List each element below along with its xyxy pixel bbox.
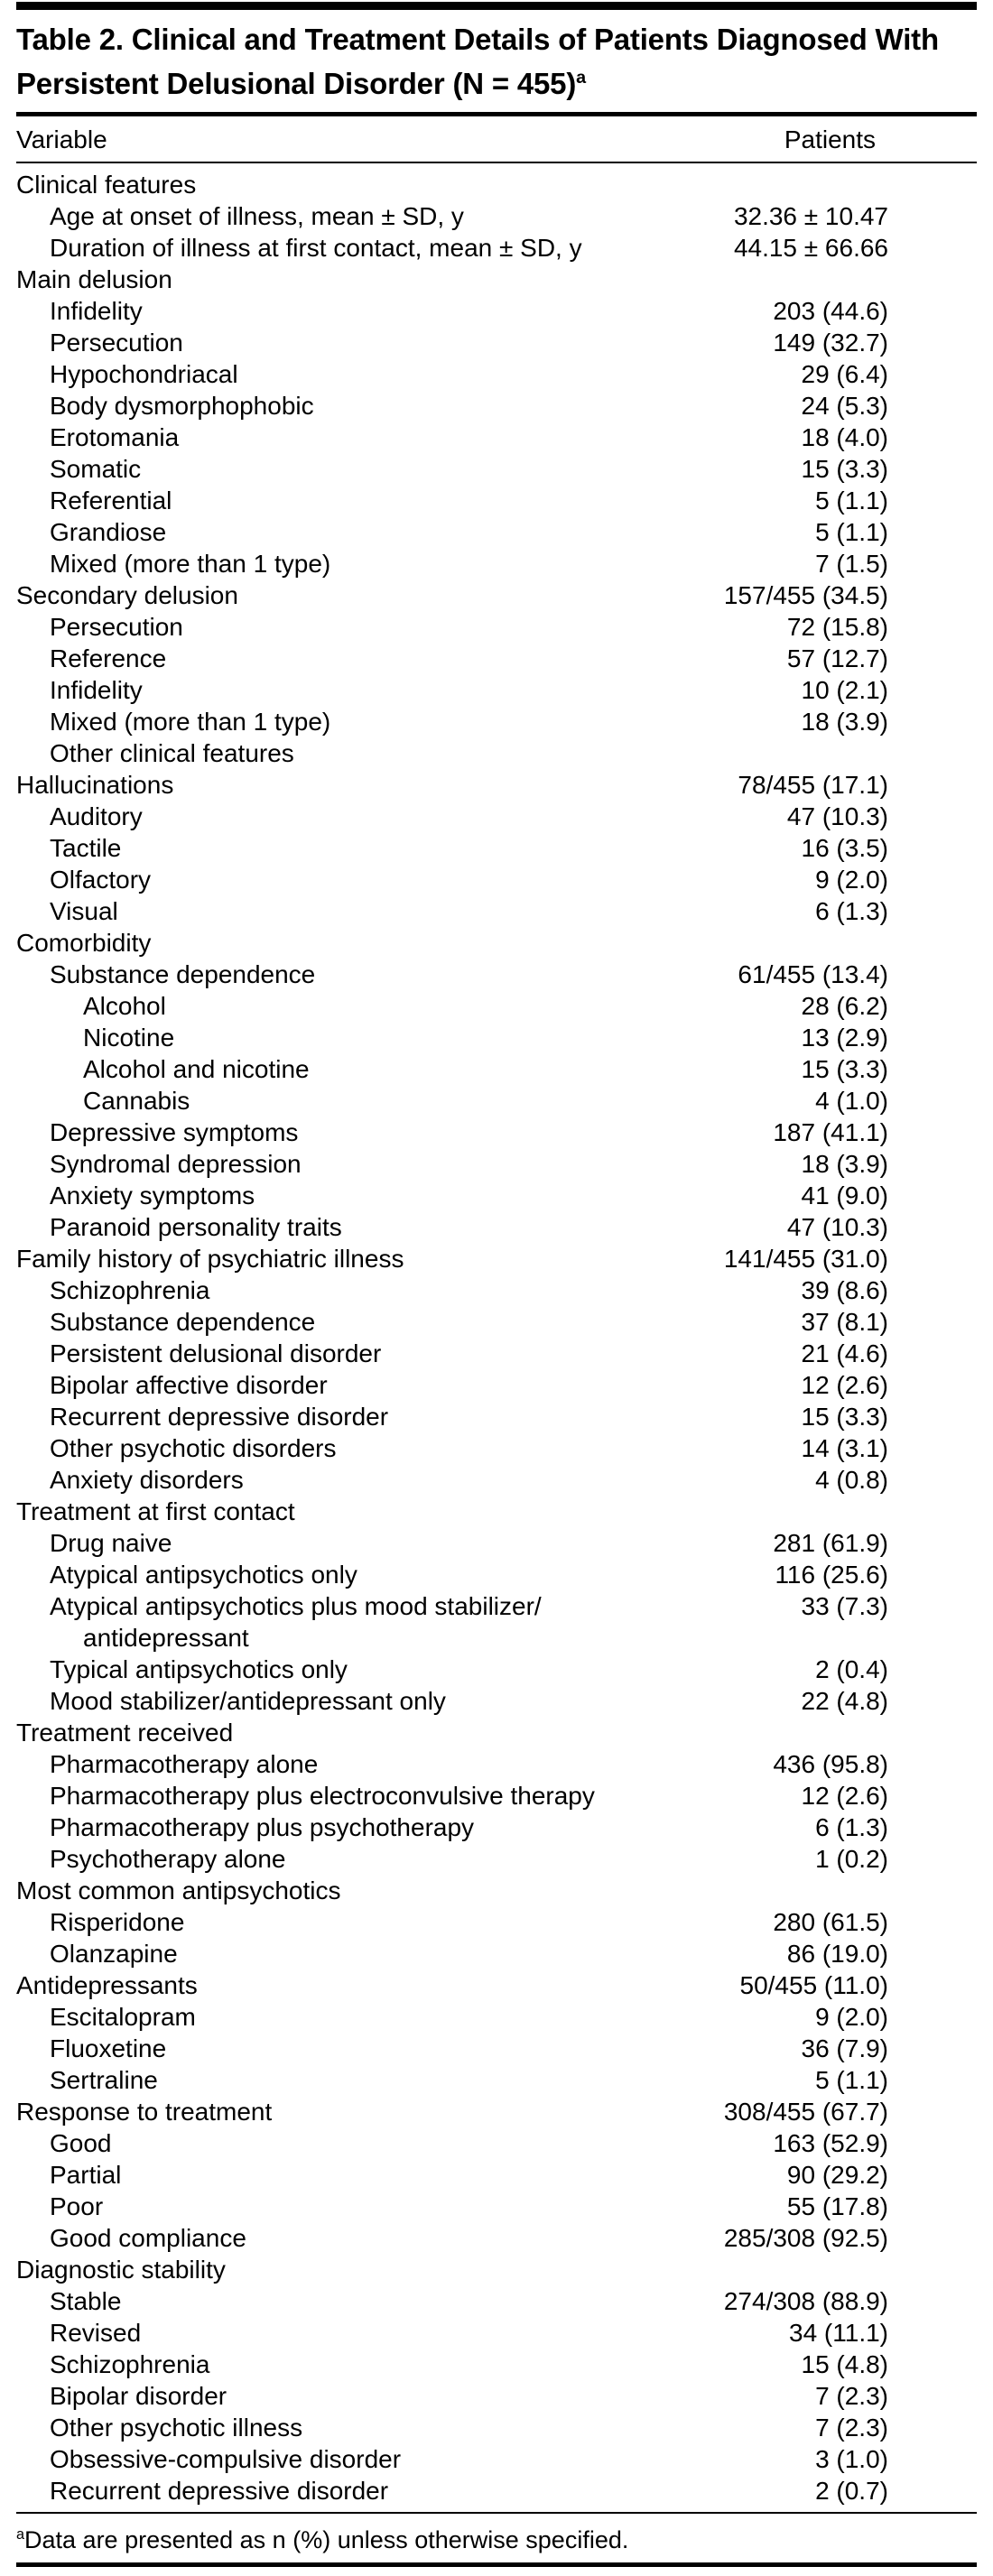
row-patients-value: 203 (44.6) [773,297,888,325]
row-variable-label: Olfactory [50,866,152,894]
row-variable-label: Somatic [50,455,142,483]
table-row [16,2191,977,2222]
table-row [16,1274,977,1306]
row-patients-value: 12 (2.6) [801,1371,888,1399]
row-variable-label: Anxiety disorders [50,1466,244,1494]
row-patients-value: 22 (4.8) [801,1687,888,1715]
table-row [16,516,977,548]
row-variable-label: Depressive symptoms [50,1118,299,1146]
row-patients-value: 9 (2.0) [815,866,888,894]
row-variable-label: Fluoxetine [50,2034,167,2062]
table-row [16,295,977,327]
table-row [16,2443,977,2475]
table-row [16,1306,977,1338]
row-variable-label: Anxiety symptoms [50,1181,255,1209]
row-variable-label: Secondary delusion [16,581,238,609]
table-title-footnote-marker: a [576,68,586,88]
row-variable-label: Risperidone [50,1908,185,1936]
row-patients-value: 10 (2.1) [801,676,888,704]
top-rule [16,2,977,10]
row-variable-label: Body dysmorphophobic [50,392,314,420]
table-title-text: Table 2. Clinical and Treatment Details of Patients Diagnosed With Persistent Delusional Disorder (N = 455) [16,23,939,100]
row-patients-value: 86 (19.0) [786,1940,888,1968]
row-variable-label: Atypical antipsychotics only [50,1561,357,1589]
table-row [16,264,977,295]
row-variable-label: Bipolar disorder [50,2382,227,2410]
table-row [16,2222,977,2254]
row-patients-value: 50/455 (11.0) [739,1971,888,1999]
table-row [16,200,977,232]
row-variable-label: Pharmacotherapy plus psychotherapy [50,1813,475,1841]
row-patients-value: 28 (6.2) [801,992,888,1020]
row-variable-label: Erotomania [50,423,180,451]
row-variable-label: Alcohol [83,992,166,1020]
column-header-row [16,116,977,162]
row-patients-value: 29 (6.4) [801,360,888,388]
row-variable-label: Syndromal depression [50,1150,302,1178]
table-row [16,643,977,674]
row-patients-value: 5 (1.1) [815,486,888,514]
table-row [16,832,977,864]
table-row [16,358,977,390]
row-patients-value: 4 (0.8) [815,1466,888,1494]
table-row [16,1369,977,1401]
row-patients-value: 157/455 (34.5) [723,581,888,609]
row-variable-label: Visual [50,897,118,925]
table-row [16,1527,977,1559]
row-variable-label: Escitalopram [50,2003,196,2031]
table-row [16,1022,977,1053]
row-variable-label: Age at onset of illness, mean ± SD, y [50,202,464,230]
row-patients-value: 34 (11.1) [789,2319,888,2347]
row-patients-value: 37 (8.1) [801,1308,888,1336]
table-row [16,927,977,959]
table-row [16,1085,977,1117]
table-row [16,706,977,737]
row-patients-value: 436 (95.8) [773,1750,888,1778]
table-row [16,1717,977,1748]
row-patients-value: 36 (7.9) [801,2034,888,2062]
row-variable-label: Substance dependence [50,1308,316,1336]
footnote-text: Data are presented as n (%) unless otherwise specified. [24,2526,629,2553]
row-patients-value: 32.36 ± 10.47 [733,202,888,230]
row-variable-label: Persistent delusional disorder [50,1339,382,1367]
row-patients-value: 41 (9.0) [801,1181,888,1209]
row-variable-label: Duration of illness at first contact, mean ± SD, y [50,234,582,262]
table-row [16,2096,977,2127]
row-patients-value: 18 (3.9) [801,1150,888,1178]
table-row [16,453,977,485]
row-variable-label: Grandiose [50,518,167,546]
row-patients-value: 47 (10.3) [786,802,888,830]
row-patients-value: 13 (2.9) [801,1024,888,1052]
row-variable-label: Schizophrenia [50,2350,210,2378]
table-row [16,327,977,358]
row-patients-value: 14 (3.1) [801,1434,888,1462]
row-patients-value: 18 (3.9) [801,708,888,736]
table-row [16,2285,977,2317]
row-variable-label: Hypochondriacal [50,360,238,388]
table-row [16,2254,977,2285]
row-patients-value: 18 (4.0) [801,423,888,451]
row-patients-value: 21 (4.6) [801,1339,888,1367]
row-variable-label: Mood stabilizer/antidepressant only [50,1687,446,1715]
row-variable-label: Mixed (more than 1 type) [50,550,331,578]
table-row [16,232,977,264]
row-patients-value: 280 (61.5) [773,1908,888,1936]
table-row [16,390,977,422]
row-variable-label: Typical antipsychotics only [50,1655,348,1683]
table-row [16,1906,977,1938]
table-row [16,1053,977,1085]
table-row [16,2380,977,2412]
row-variable-label: Psychotherapy alone [50,1845,286,1873]
row-variable-label: Comorbidity [16,929,152,957]
table-row [16,2001,977,2033]
table-row [16,1590,977,1654]
table-row [16,1875,977,1906]
table-row [16,769,977,801]
row-patients-value: 15 (3.3) [801,1403,888,1431]
table-row [16,801,977,832]
row-variable-label: Treatment received [16,1719,234,1747]
table-row [16,1338,977,1369]
table-row [16,1148,977,1180]
row-variable-label: Drug naive [50,1529,172,1557]
row-patients-value: 78/455 (17.1) [738,771,888,799]
table-footnote [16,2514,977,2562]
row-variable-label: Mixed (more than 1 type) [50,708,331,736]
row-variable-label: Good compliance [50,2224,246,2252]
row-patients-value: 15 (4.8) [801,2350,888,2378]
row-patients-value: 9 (2.0) [815,2003,888,2031]
table-row [16,579,977,611]
table-row [16,1812,977,1843]
table-row [16,737,977,769]
row-variable-label: Stable [50,2287,122,2315]
table-row [16,990,977,1022]
table-row [16,1496,977,1527]
table-row [16,1938,977,1969]
row-variable-label: Treatment at first contact [16,1497,295,1525]
row-variable-label: Persecution [50,613,183,641]
row-variable-label: Pharmacotherapy plus electroconvulsive therapy [50,1782,595,1810]
row-patients-value: 47 (10.3) [786,1213,888,1241]
table-row [16,169,977,200]
table-row [16,1180,977,1211]
row-patients-value: 55 (17.8) [786,2192,888,2220]
row-patients-value: 308/455 (67.7) [723,2098,888,2126]
row-variable-label: Clinical features [16,171,197,199]
row-patients-value: 163 (52.9) [773,2129,888,2157]
bottom-rule [16,2562,977,2567]
table-row [16,1243,977,1274]
row-variable-label: Infidelity [50,676,143,704]
row-variable-label: Response to treatment [16,2098,273,2126]
row-patients-value: 4 (1.0) [815,1087,888,1115]
table-row [16,1685,977,1717]
row-patients-value: 33 (7.3) [801,1592,888,1620]
row-patients-value: 24 (5.3) [801,392,888,420]
table-row [16,548,977,579]
row-variable-label: Poor [50,2192,104,2220]
table-row [16,485,977,516]
row-variable-label: Sertraline [50,2066,158,2094]
table-title [16,10,977,112]
table-row [16,1654,977,1685]
row-patients-value: 187 (41.1) [773,1118,888,1146]
row-patients-value: 2 (0.4) [815,1655,888,1683]
row-patients-value: 90 (29.2) [786,2161,888,2189]
table-row [16,2127,977,2159]
row-patients-value: 6 (1.3) [815,1813,888,1841]
table-row [16,1432,977,1464]
table-row [16,1464,977,1496]
table-row [16,1843,977,1875]
row-variable-label: Other psychotic disorders [50,1434,337,1462]
row-variable-label: Auditory [50,802,143,830]
row-patients-value: 39 (8.6) [801,1276,888,1304]
footnote-marker: a [16,2526,25,2543]
row-variable-label: Recurrent depressive disorder [50,2477,389,2505]
table-row [16,1559,977,1590]
row-variable-label: Persecution [50,329,183,357]
row-variable-label: Infidelity [50,297,143,325]
table-row [16,2412,977,2443]
table-row [16,1780,977,1812]
table-body [16,163,977,2512]
row-patients-value: 3 (1.0) [815,2445,888,2473]
table-row [16,1401,977,1432]
row-patients-value: 285/308 (92.5) [723,2224,888,2252]
row-patients-value: 57 (12.7) [786,644,888,672]
row-patients-value: 141/455 (31.0) [723,1245,888,1273]
row-patients-value: 116 (25.6) [775,1561,888,1589]
table-row [16,959,977,990]
row-patients-value: 149 (32.7) [773,329,888,357]
row-patients-value: 7 (2.3) [815,2382,888,2410]
column-header-variable: Variable [16,125,107,153]
row-variable-label: Hallucinations [16,771,174,799]
row-patients-value: 5 (1.1) [815,2066,888,2094]
row-variable-label: Olanzapine [50,1940,178,1968]
table-row [16,1117,977,1148]
table-row [16,2475,977,2507]
row-variable-label: Other psychotic illness [50,2414,303,2442]
row-variable-label: Diagnostic stability [16,2256,226,2284]
row-patients-value: 61/455 (13.4) [738,960,888,988]
row-patients-value: 44.15 ± 66.66 [733,234,888,262]
row-variable-label: Cannabis [83,1087,190,1115]
row-patients-value: 2 (0.7) [815,2477,888,2505]
row-variable-label: Revised [50,2319,142,2347]
table-row [16,1211,977,1243]
row-variable-label: Recurrent depressive disorder [50,1403,389,1431]
table-row [16,1969,977,2001]
row-variable-label: Referential [50,486,172,514]
table-row [16,864,977,895]
table-row [16,2033,977,2064]
row-variable-label: Reference [50,644,167,672]
row-patients-value: 1 (0.2) [815,1845,888,1873]
row-variable-label: Atypical antipsychotics plus mood stabilizer/ antidepressant [50,1592,542,1652]
row-variable-label: Family history of psychiatric illness [16,1245,404,1273]
row-variable-label: Main delusion [16,265,172,293]
row-variable-label: Paranoid personality traits [50,1213,342,1241]
row-patients-value: 72 (15.8) [786,613,888,641]
row-variable-label: Antidepressants [16,1971,198,1999]
row-variable-label: Partial [50,2161,122,2189]
row-variable-label: Tactile [50,834,122,862]
table-row [16,611,977,643]
table-row [16,2064,977,2096]
row-patients-value: 7 (1.5) [815,550,888,578]
row-patients-value: 5 (1.1) [815,518,888,546]
row-variable-label: Obsessive-compulsive disorder [50,2445,402,2473]
row-patients-value: 15 (3.3) [801,455,888,483]
row-patients-value: 274/308 (88.9) [723,2287,888,2315]
table-row [16,2159,977,2191]
table-row [16,2349,977,2380]
column-header-patients: Patients [784,125,876,153]
row-variable-label: Nicotine [83,1024,175,1052]
table-row [16,422,977,453]
row-variable-label: Most common antipsychotics [16,1876,341,1904]
row-patients-value: 16 (3.5) [801,834,888,862]
row-variable-label: Substance dependence [50,960,316,988]
row-patients-value: 281 (61.9) [773,1529,888,1557]
row-variable-label: Good [50,2129,112,2157]
row-variable-label: Other clinical features [50,739,294,767]
table-row [16,1748,977,1780]
row-patients-value: 6 (1.3) [815,897,888,925]
row-variable-label: Bipolar affective disorder [50,1371,328,1399]
table-row [16,895,977,927]
row-variable-label: Schizophrenia [50,1276,210,1304]
table-row [16,674,977,706]
row-patients-value: 7 (2.3) [815,2414,888,2442]
row-patients-value: 12 (2.6) [801,1782,888,1810]
row-variable-label: Alcohol and nicotine [83,1055,310,1083]
table-row [16,2317,977,2349]
row-variable-label: Pharmacotherapy alone [50,1750,319,1778]
row-patients-value: 15 (3.3) [801,1055,888,1083]
